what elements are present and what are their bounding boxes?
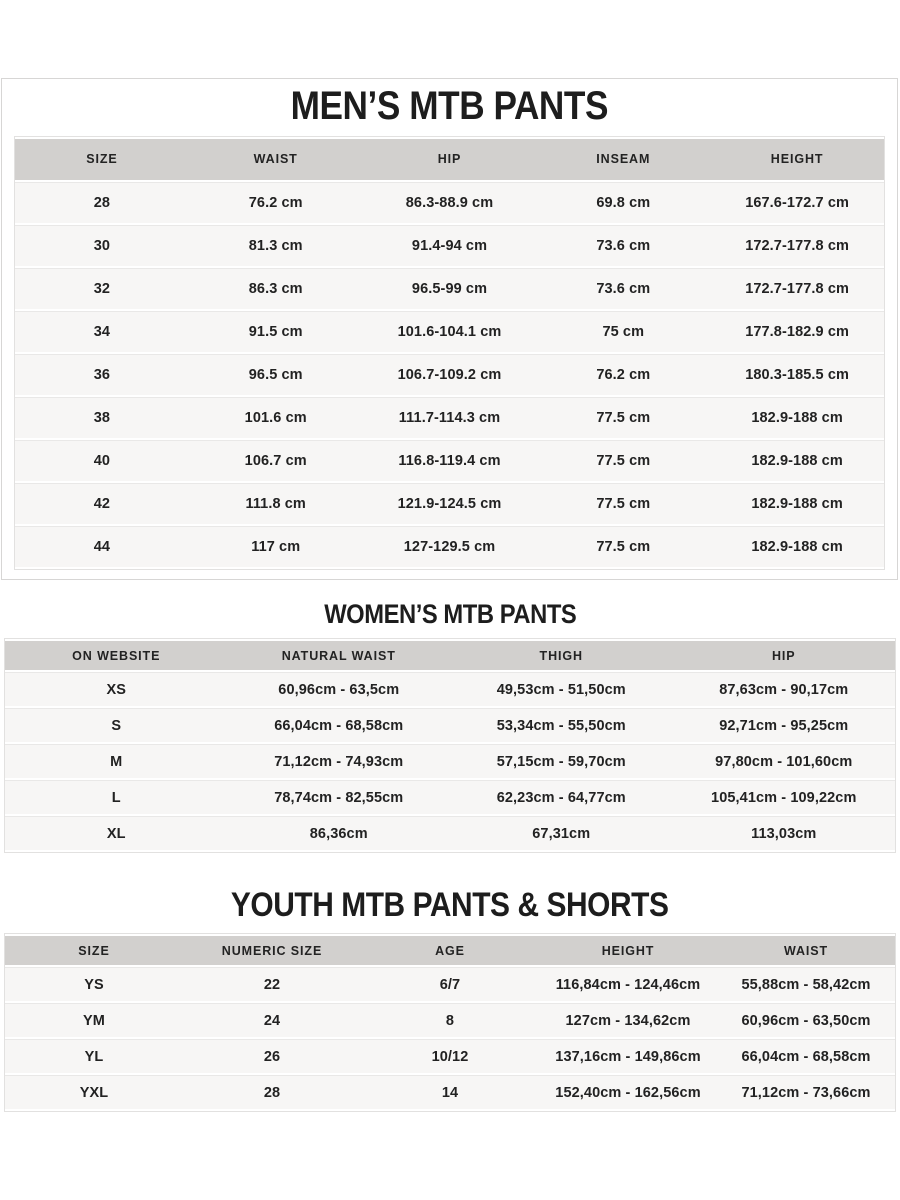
table-row (15, 182, 884, 223)
table-cell: 53,34cm - 55,50cm (450, 708, 673, 742)
table-cell: 127-129.5 cm (363, 526, 537, 567)
column-header: HIP (363, 139, 537, 180)
table-cell: 105,41cm - 109,22cm (673, 780, 896, 814)
table-cell: 57,15cm - 59,70cm (450, 744, 673, 778)
column-header: WAIST (717, 936, 895, 965)
table-cell: 24 (183, 1003, 361, 1037)
table-cell: YM (5, 1003, 183, 1037)
table-cell: 117 cm (189, 526, 363, 567)
table-cell: 55,88cm - 58,42cm (717, 967, 895, 1001)
column-header: ON WEBSITE (5, 641, 228, 670)
youth-size-table (4, 933, 896, 1112)
table-cell: M (5, 744, 228, 778)
table-cell: L (5, 780, 228, 814)
table-cell: 81.3 cm (189, 225, 363, 266)
table-cell: 28 (15, 182, 189, 223)
column-header: NATURAL WAIST (228, 641, 451, 670)
table-cell: 49,53cm - 51,50cm (450, 672, 673, 706)
table-row (5, 1075, 895, 1109)
table-cell: 182.9-188 cm (710, 440, 884, 481)
table-cell: YXL (5, 1075, 183, 1109)
column-header: HIP (673, 641, 896, 670)
table-cell: 172.7-177.8 cm (710, 225, 884, 266)
table-cell: 86.3-88.9 cm (363, 182, 537, 223)
table-row (5, 780, 895, 814)
table-cell: 28 (183, 1075, 361, 1109)
table-row (15, 268, 884, 309)
table-cell: 127cm - 134,62cm (539, 1003, 717, 1037)
mens-size-chart-section (1, 78, 898, 580)
table-cell: YS (5, 967, 183, 1001)
table-cell: 137,16cm - 149,86cm (539, 1039, 717, 1073)
table-row (15, 311, 884, 352)
table-cell: 111.8 cm (189, 483, 363, 524)
table-cell: 8 (361, 1003, 539, 1037)
table-row (5, 708, 895, 742)
table-cell: 26 (183, 1039, 361, 1073)
column-header: SIZE (15, 139, 189, 180)
mens-size-table (14, 136, 885, 570)
table-cell: 86.3 cm (189, 268, 363, 309)
table-cell: 91.4-94 cm (363, 225, 537, 266)
table-cell: 14 (361, 1075, 539, 1109)
table-cell: 30 (15, 225, 189, 266)
table-row (5, 672, 895, 706)
table-cell: 111.7-114.3 cm (363, 397, 537, 438)
table-cell: 177.8-182.9 cm (710, 311, 884, 352)
column-header: NUMERIC SIZE (183, 936, 361, 965)
table-cell: 69.8 cm (536, 182, 710, 223)
table-cell: 113,03cm (673, 816, 896, 850)
table-cell: 22 (183, 967, 361, 1001)
table-row (5, 1003, 895, 1037)
table-cell: 92,71cm - 95,25cm (673, 708, 896, 742)
column-header: AGE (361, 936, 539, 965)
table-cell: 34 (15, 311, 189, 352)
womens-section-title-text: WOMEN’S MTB PANTS (323, 598, 577, 629)
table-cell: S (5, 708, 228, 742)
column-header: SIZE (5, 936, 183, 965)
table-cell: 76.2 cm (189, 182, 363, 223)
table-cell: 167.6-172.7 cm (710, 182, 884, 223)
womens-size-table (4, 638, 896, 853)
womens-section-title (0, 599, 900, 629)
table-cell: 180.3-185.5 cm (710, 354, 884, 395)
table-cell: 96.5 cm (189, 354, 363, 395)
table-cell: 182.9-188 cm (710, 397, 884, 438)
table-row (15, 526, 884, 567)
table-cell: 77.5 cm (536, 526, 710, 567)
table-cell: 182.9-188 cm (710, 483, 884, 524)
table-row (15, 397, 884, 438)
table-cell: 101.6-104.1 cm (363, 311, 537, 352)
youth-section-title (0, 886, 900, 924)
table-cell: XL (5, 816, 228, 850)
header-row (5, 641, 895, 670)
table-cell: 97,80cm - 101,60cm (673, 744, 896, 778)
table-cell: 38 (15, 397, 189, 438)
table-cell: 172.7-177.8 cm (710, 268, 884, 309)
table-cell: 42 (15, 483, 189, 524)
youth-section-title-text: YOUTH MTB PANTS & SHORTS (231, 886, 669, 925)
table-cell: 77.5 cm (536, 483, 710, 524)
table-row (5, 967, 895, 1001)
column-header: INSEAM (536, 139, 710, 180)
table-cell: 44 (15, 526, 189, 567)
table-cell: 116,84cm - 124,46cm (539, 967, 717, 1001)
table-cell: 6/7 (361, 967, 539, 1001)
table-cell: 116.8-119.4 cm (363, 440, 537, 481)
table-cell: 106.7 cm (189, 440, 363, 481)
table-cell: 60,96cm - 63,50cm (717, 1003, 895, 1037)
table-cell: 96.5-99 cm (363, 268, 537, 309)
column-header: HEIGHT (539, 936, 717, 965)
table-cell: 67,31cm (450, 816, 673, 850)
table-row (15, 225, 884, 266)
table-cell: 60,96cm - 63,5cm (228, 672, 451, 706)
table-row (5, 816, 895, 850)
header-row (5, 936, 895, 965)
table-cell: 77.5 cm (536, 397, 710, 438)
column-header: HEIGHT (710, 139, 884, 180)
table-cell: 78,74cm - 82,55cm (228, 780, 451, 814)
table-cell: 121.9-124.5 cm (363, 483, 537, 524)
table-cell: 101.6 cm (189, 397, 363, 438)
table-cell: 73.6 cm (536, 268, 710, 309)
table-cell: YL (5, 1039, 183, 1073)
table-cell: 76.2 cm (536, 354, 710, 395)
header-row (15, 139, 884, 180)
table-cell: 66,04cm - 68,58cm (228, 708, 451, 742)
table-row (5, 744, 895, 778)
table-cell: 71,12cm - 74,93cm (228, 744, 451, 778)
table-cell: 73.6 cm (536, 225, 710, 266)
youth-size-chart-section (0, 886, 900, 1112)
table-cell: 87,63cm - 90,17cm (673, 672, 896, 706)
table-cell: XS (5, 672, 228, 706)
table-cell: 75 cm (536, 311, 710, 352)
size-chart-page (0, 78, 900, 1200)
table-cell: 106.7-109.2 cm (363, 354, 537, 395)
mens-section-title (14, 79, 885, 129)
mens-section-title-text: MEN’S MTB PANTS (290, 84, 609, 128)
table-row (5, 1039, 895, 1073)
table-cell: 152,40cm - 162,56cm (539, 1075, 717, 1109)
table-row (15, 440, 884, 481)
table-cell: 36 (15, 354, 189, 395)
table-cell: 91.5 cm (189, 311, 363, 352)
table-cell: 71,12cm - 73,66cm (717, 1075, 895, 1109)
column-header: THIGH (450, 641, 673, 670)
table-cell: 32 (15, 268, 189, 309)
table-cell: 86,36cm (228, 816, 451, 850)
table-cell: 10/12 (361, 1039, 539, 1073)
table-row (15, 483, 884, 524)
womens-size-chart-section (0, 599, 900, 853)
table-cell: 40 (15, 440, 189, 481)
table-cell: 66,04cm - 68,58cm (717, 1039, 895, 1073)
table-cell: 77.5 cm (536, 440, 710, 481)
table-cell: 62,23cm - 64,77cm (450, 780, 673, 814)
column-header: WAIST (189, 139, 363, 180)
table-cell: 182.9-188 cm (710, 526, 884, 567)
table-row (15, 354, 884, 395)
